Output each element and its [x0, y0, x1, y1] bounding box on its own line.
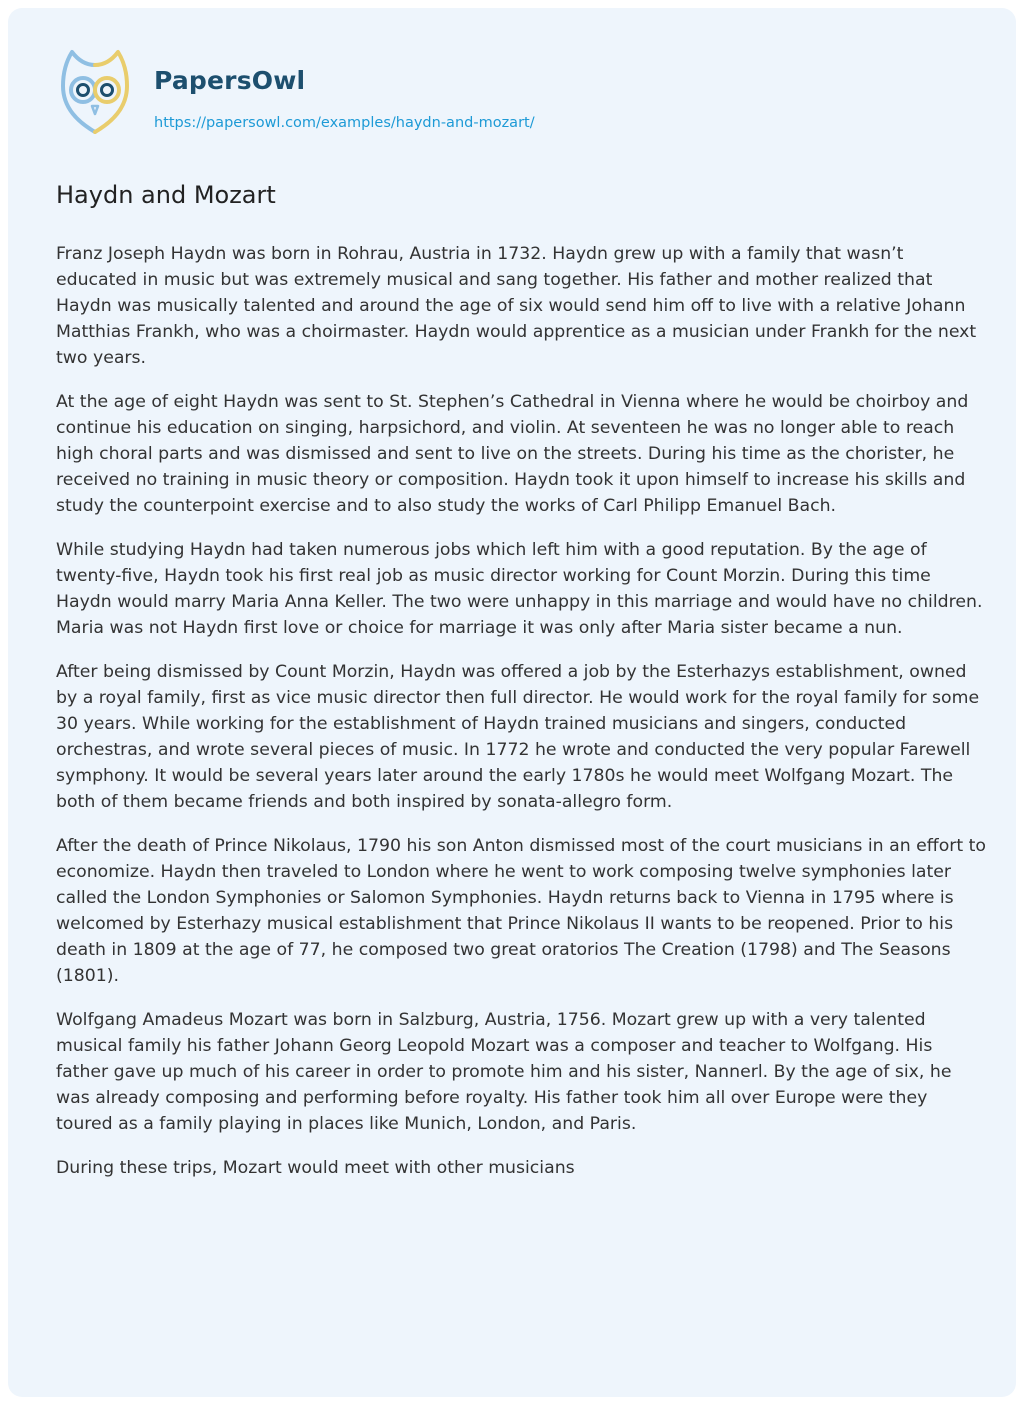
paragraph-6: Wolfgang Amadeus Mozart was born in Salzburg, Austria, 1756. Mozart grew up with a very talented musical family his father Johann Georg Leopold Mozart was a composer and teacher to Wolfgang. His father gave up much of his career in order to promote him and his sister, Nannerl. By the age of six, he was already composing and performing before royalty. His father took him all over Europe were they toured as a family playing in places like Munich, London, and Paris. — [56, 1010, 952, 1134]
page-title: Haydn and Mozart — [56, 181, 276, 209]
paragraph-4: After being dismissed by Count Morzin, Haydn was offered a job by the Esterhazys establishment, owned by a royal family, first as vice music director then full director. He would work for the royal family for some 30 years. While working for the establishment of Haydn trained musicians and singers, conducted orchestras, and wrote several pieces of music. In 1772 he wrote and conducted the very popular Farewell symphony. It would be several years later around the early 1780s he would meet Wolfgang Mozart. The both of them became friends and both inspired by sonata-allegro form. — [56, 662, 980, 812]
paragraph-7: During these trips, Mozart would meet with other musicians — [56, 1158, 575, 1178]
brand-name[interactable]: PapersOwl — [154, 66, 306, 95]
paragraph-3: While studying Haydn had taken numerous jobs which left him with a good reputation. By the age of twenty-five, Haydn took his first real job as music director working for Count Morzin. During this time Haydn would marry Maria Anna Keller. The two were unhappy in this marriage and would have no children. Maria was not Haydn first love or choice for marriage it was only after Maria sister became a nun. — [56, 540, 983, 638]
owl-logo-icon — [56, 48, 134, 134]
article-body — [56, 241, 986, 1199]
paragraph-2: At the age of eight Haydn was sent to St. Stephen’s Cathedral in Vienna where he would be choirboy and continue his education on singing, harpsichord, and violin. At seventeen he was no longer able to reach high choral parts and was dismissed and sent to live on the streets. During his time as the chorister, he received no training in music theory or composition. Haydn took it upon himself to increase his skills and study the counterpoint exercise and to also study the works of Carl Philipp Emanuel Bach. — [56, 392, 969, 516]
site-header — [48, 36, 948, 136]
document-card — [8, 8, 1016, 1397]
paragraph-1: Franz Joseph Haydn was born in Rohrau, Austria in 1732. Haydn grew up with a family that wasn’t educated in music but was extremely musical and sang together. His father and mother realized that Haydn was musically talented and around the age of six would send him off to live with a relative Johann Matthias Frankh, who was a choirmaster. Haydn would apprentice as a musician under Frankh for the next two years. — [56, 244, 977, 368]
source-url-link[interactable]: https://papersowl.com/examples/haydn-and-mozart/ — [154, 115, 535, 131]
paragraph-5: After the death of Prince Nikolaus, 1790 his son Anton dismissed most of the court musicians in an effort to economize. Haydn then traveled to London where he went to work composing twelve symphonies later called the London Symphonies or Salomon Symphonies. Haydn returns back to Vienna in 1795 where is welcomed by Esterhazy musical establishment that Prince Nikolaus II wants to be reopened. Prior to his death in 1809 at the age of 77, he composed two great oratorios The Creation (1798) and The Seasons (1801). — [56, 836, 986, 986]
